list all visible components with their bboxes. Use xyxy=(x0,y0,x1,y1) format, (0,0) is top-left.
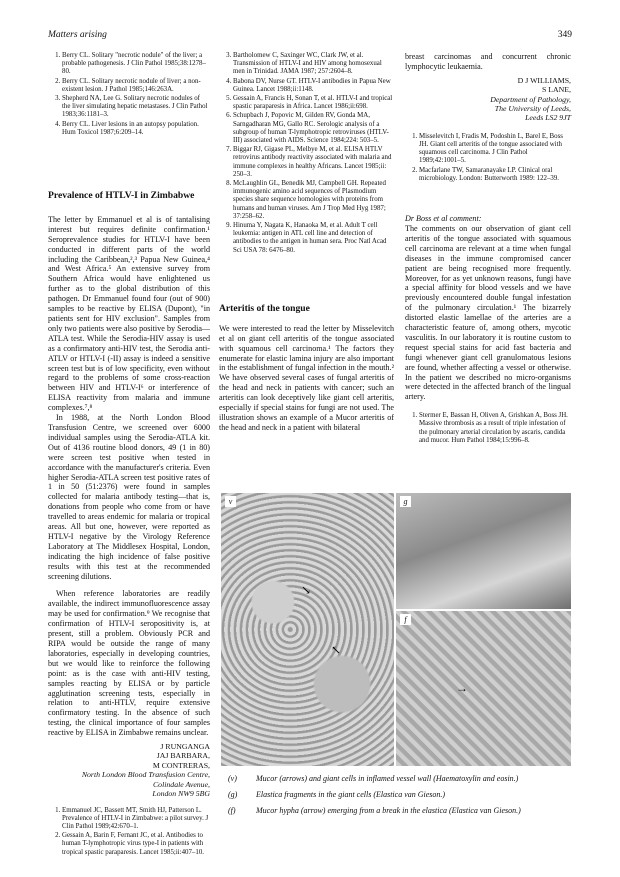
author-institution: Department of Pathology, xyxy=(490,94,571,104)
micrograph-figure xyxy=(221,493,571,766)
micrograph-panel-g xyxy=(396,493,571,609)
arrow-icon: ↖ xyxy=(331,643,342,657)
reference-item: 1. Misselevitch I, Fradis M, Podoshin L, Barel E, Boss JH. Giant cell arteritis of the tongue associated with squamous cell carcinoma. J Clin Pathol 1989;42:1001–5. xyxy=(419,133,571,166)
author-institution: Colindale Avenue, xyxy=(152,779,210,789)
article-paragraph-continued: breast carcinomas and concurrent chronic lymphocytic leukaemia. xyxy=(405,52,571,71)
article-heading-htlv: Prevalence of HTLV-I in Zimbabwe xyxy=(48,190,195,202)
reference-list xyxy=(405,133,571,183)
reference-list-bottom xyxy=(48,807,210,857)
author-institution: London NW9 5BG xyxy=(152,789,210,799)
figure-caption xyxy=(222,787,572,803)
author-institution: The University of Leeds, xyxy=(494,104,571,114)
reference-item: 9. Hinuma Y, Nagata K, Hanaoka M, et al. Adult T cell leukemia: antigen in ATL cell line and detection of antibodies to the antigen in human sera. Proc Natl Acad Sci USA 78: 6476–80. xyxy=(233,222,394,255)
figure-caption xyxy=(222,803,572,819)
article-paragraph: We were interested to read the letter by Misselevitch et al on giant cell arteritis of the tongue associated with squamous cell carcinoma.¹ The factors they enumerate for elastic lamina injury are also important in the establishment of fungal infection in the mouth.² We have observed several cases of fungal arteritis of the head and neck in patients with cancer; such an arteritis can look deceptively like giant cell arteritis, especially if special stains for fungi are not used. The illustration shows an example of a Mucor arteritis of the head and neck in a patient with bilateral xyxy=(219,323,394,432)
caption-text: Elastica fragments in the giant cells (Elastica van Gieson.) xyxy=(256,790,446,799)
reference-item: 7. Biggar RJ, Gigase PL, Melbye M, et al. ELISA HTLV retrovirus antibody reactivity associated with malaria and immune complexes in healthy Africans. Lancet 1985;ii: 250–3. xyxy=(233,146,394,179)
reference-list-reply xyxy=(405,412,571,445)
reference-list-top xyxy=(48,52,210,137)
reference-item: 2. Macfarlane TW, Samaranayake LP. Clinical oral microbiology. London: Butterworth 1989: 122–39. xyxy=(419,167,571,183)
micrograph-panel-f xyxy=(396,611,571,766)
author-name: S LANE, xyxy=(541,85,571,95)
arrow-icon: → xyxy=(456,681,468,695)
reference-item: 1. Berry CL. Solitary "necrotic nodule" of the liver; a probable pathogenesis. J Clin Pathol 1985;38:1278–80. xyxy=(62,52,210,77)
reference-item: 3. Shepherd NA, Lee G. Solitary necrotic nodules of the liver simulating hepatic metastases. J Clin Pathol 1983;36:1181–3. xyxy=(62,95,210,120)
figure-caption xyxy=(222,771,572,787)
caption-text: Mucor hypha (arrow) emerging from a break in the elastica (Elastica van Gieson.) xyxy=(256,806,521,815)
author-institution: Leeds LS2 9JT xyxy=(525,113,571,123)
caption-label: (f) xyxy=(228,806,236,815)
micrograph-panel-v xyxy=(221,493,394,766)
caption-label: (v) xyxy=(228,774,237,783)
article-paragraph: In 1988, at the North London Blood Transfusion Centre, we screened over 6000 individual samples using the Serodia-ATLA kit. Out of 4136 routine blood donors, 49 (1 in 80) were screen test positive when tested in accordance with the manufacturer's criteria. Even higher Serodia-ATLA screen test positive rates of 1 in 50 (51:2376) were found in samples collected for malaria antibody testing—that is, donations from people who come from or have travelled to areas endemic for malaria or tropical areas. All but one, however, were reported as HTLV-I negative by the Virology Reference Laboratory at The Middlesex Hospital, London, indicating the high incidence of false positive results with this test at the recommended screening dilutions. xyxy=(48,413,210,581)
caption-label: (g) xyxy=(228,790,238,799)
reference-item: 4. Babona DV, Nurse GT. HTLV-I antibodies in Papua New Guinea. Lancet 1988;ii:1148. xyxy=(233,78,394,94)
reference-item: 3. Bartholomew C, Saxinger WC, Clark JW, et al. Transmission of HTLV-I and HIV among homosexual men in Trinidad. JAMA 1987; 257:2604–8. xyxy=(233,52,394,77)
article-paragraph: When reference laboratories are readily available, the indirect immunofluorescence assay may be used for confirmation.⁹ We recognise that confirmation of HTLV-I seropositivity is, at present, still a problem. Obviously PCR and RIPA would be outside the range of many laboratories, especially in developing countries, but we would like to reinforce the following point: as is the case with anti-HIV testing, samples reacting by ELISA or by particle agglutination screening tests, especially in relation to anti-HTLV, require extensive confirmatory testing. In the absence of such testing, the clinical importance of four samples reactive by ELISA in Zimbabwe remains unclear. xyxy=(48,589,210,738)
page-number: 349 xyxy=(557,30,572,40)
panel-label: v xyxy=(225,496,236,507)
author-institution: North London Blood Transfusion Centre, xyxy=(81,770,210,780)
author-name: JAJ BARBARA, xyxy=(156,751,210,761)
reference-item: 1. Stermer E, Bassan H, Oliven A, Grishkan A, Boss JH. Massive thrombosis as a result of triple infestation of the pulmonary arterial circulation by ascaris, candida and mucor. Hum Pathol 1984;15:996–8. xyxy=(419,412,571,445)
article-paragraph: The letter by Emmanuel et al is of tantalising interest but requires definite confirmation.¹ Seroprevalence studies for HTLV-I have been conducted in different parts of the world including the Caribbean,²,³ Papua New Guinea,⁴ and West Africa.⁵ An extensive survey from Southern Africa would have enlightened us further as to the global distribution of this pathogen. Dr Emmanuel found four (out of 900) samples to be reactive by ELISA (Dupont), "in patients sent for HIV exclusion". Samples from only two patients were also positive by Serodia—ATLA test. While the Serodia-HIV assay is used as a confirmatory anti-HIV test, the Serodia anti-ATLV or HTLV-I (-II) assay is indeed a sensitive screen test but is of low specificity, even without regard to the problems of some cross-reaction between HIV and HTLV-I⁶ or interference of ELISA reactivity from malaria and immune complexes.⁷,⁸ xyxy=(48,214,210,413)
author-name: D J WILLIAMS, xyxy=(517,75,571,85)
reference-item: 2. Berry CL. Solitary necrotic nodule of liver; a non-existent lesion. J Pathol 1985;146:263A. xyxy=(62,78,210,94)
figure-captions xyxy=(222,771,572,819)
author-name: J RUNGANGA xyxy=(160,742,210,752)
reply-intro: Dr Boss et al comment: xyxy=(405,214,482,224)
reply-paragraph: The comments on our observation of giant cell arteritis of the tongue associated with squamous cell carcinoma are relevant at a time when fungal diseases in the immune compromised cancer patient are being recognised more frequently. Moreover, for as yet unknown reasons, fungi have a special affinity for blood vessels and we have previously encountered double fungal infestation of the pulmonary circulation.¹ The bizarrely distorted elastic lamellae of the arteries are a characteristic feature of, among others, mycotic vasculitis. In our laboratory it is routine custom to request special stains for acid fast bacteria and fungi whenever giant cell granulomatous lesions are found, whether affecting a vessel or otherwise. In the patient we described no micro-organisms were detected in the affected branch of the lingual artery. xyxy=(405,223,571,402)
caption-text: Mucor (arrows) and giant cells in inflamed vessel wall (Haematoxylin and eosin.) xyxy=(256,774,519,783)
reference-item: 6. Schupbach J, Popovic M, Gilden RV, Gonda MA, Sarngadharan MG, Gallo RC. Serologic analysis of a subgroup of human T-lymphotropic retroviruses (HTLV-III) associated with AIDS. Science 1984;224: 503–5. xyxy=(233,112,394,145)
reference-list-continued xyxy=(219,52,394,255)
panel-label: g xyxy=(400,496,411,507)
column-1 xyxy=(48,52,210,858)
author-name: M CONTRERAS, xyxy=(152,760,210,770)
author-signature xyxy=(405,76,571,123)
column-3 xyxy=(405,52,571,446)
reference-item: 5. Gessain A, Francis H, Sonan T, et al. HTLV-I and tropical spastic paraparesis in Africa. Lancet 1986;ii:698. xyxy=(233,95,394,111)
reference-item: 8. McLaughlin GL, Benedik MJ, Campbell GH. Repeated immunogenic amino acid sequences of Plasmodium species share sequence homologies with proteins from humans and human viruses. Am J Trop Med Hyg 1987; 37:258–62. xyxy=(233,180,394,221)
panel-label: f xyxy=(400,614,411,625)
author-signature xyxy=(48,742,210,798)
column-2 xyxy=(219,52,394,433)
arrow-icon: ↘ xyxy=(301,583,312,597)
reference-item: 1. Emmanuel JC, Bassett MT, Smith HJ, Patterson L. Prevalence of HTLV-I in Zimbabwe: a pilot survey. J Clin Pathol 1989;42:670–1. xyxy=(62,807,210,832)
reference-item: 4. Berry CL. Liver lesions in an autopsy population. Hum Toxicol 1987;6:209–14. xyxy=(62,121,210,137)
article-heading-arteritis: Arteritis of the tongue xyxy=(219,302,310,314)
reference-item: 2. Gessain A, Barin F, Fernant JC, et al. Antibodies to human T-lymphotropic virus type-I in patients with tropical spastic paraparesis. Lancet 1985;ii:407–10. xyxy=(62,832,210,857)
running-header: Matters arising xyxy=(48,30,107,40)
